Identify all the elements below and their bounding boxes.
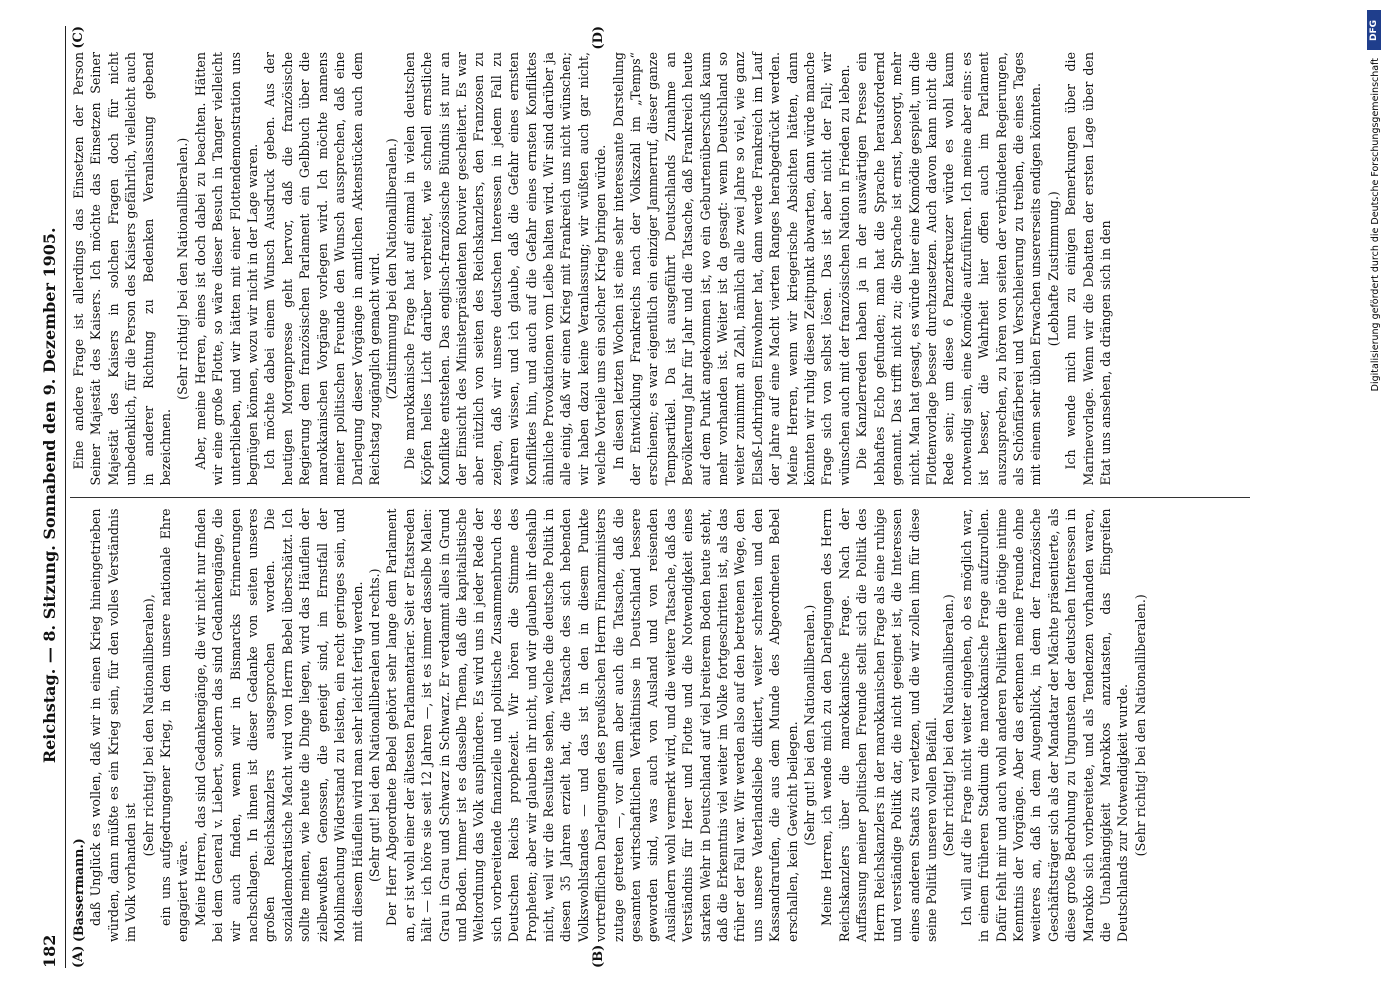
paragraph: (Sehr richtig! bei den Nationalliberalen.) <box>941 594 957 857</box>
page-header <box>40 26 66 968</box>
paragraph: Ich möchte dabei einem Wunsch Ausdruck geben. Aus der heutigen Morgenpresse geht hervor, daß die französische Regierung dem französischen Parlament ein Gelbbuch über die marokkanischen Vorgänge vorlegen wird. Ich möchte namens meiner politischen Freunde den Wunsch aussprechen, daß eine Darlegung dieser Vorgänge in amtlichen Aktenstücken auch dem Reichstag zugänglich gemacht wird. <box>262 52 382 486</box>
paragraph: Ich will auf die Frage nicht weiter eingehen, ob es möglich war, in einem früheren Stadium die marokkanische Frage aufzurollen. Dafür fehlt mir und auch wohl anderen Politikern die nötige intime Kenntnis der Vorgänge. Aber das erkennen meine Freunde ohne weiteres an, daß in dem Augenblick, in dem der französische Geschäftsträger sich als der Mandatar der Mächte präsentierte, als diese große Bedrohung zu Ungunsten der deutschen Interessen in Marokko sich vorbereitete, und als Tendenzen vorhanden waren, die Unabhängigkeit Marokkos anzutasten, das Eingreifen Deutschlands zur Notwendigkeit wurde. <box>958 508 1131 942</box>
margin-marker-c: (C) <box>71 26 86 49</box>
paragraph: (Zustimmung bei den Nationalliberalen.) <box>384 138 400 400</box>
paragraph: (Sehr richtig! bei den Nationalliberalen.) <box>175 137 191 400</box>
paragraph: Die marokkanische Frage hat auf einmal in vielen deutschen Köpfen helles Licht darüber verbreitet, wie schnell ernstliche Konflikte entstehen. Das englisch-französische Bündnis ist nur an der Einsicht des Ministerpräsidenten Rouvier gescheitert. Es war aber nützlich von seiten des Reichskanzlers, den Franzosen zu zeigen, daß wir unsere deutschen Interessen in jedem Fall zu wahren wissen, und ich glaube, daß die Gefahr eines ernsten Konfliktes hin, und auch auf die Gefahr eines ernsten Konfliktes ähnliche Provokationen vom Leibe halten wird. Wir sind darüber ja alle einig, daß wir einen Krieg mit Frankreich uns nicht wünschen; wir haben dazu keine Veranlassung; wir wüßten auch gar nicht, welche Vorteile uns ein solcher Krieg bringen würde. <box>401 52 609 486</box>
paragraph: Ich wende mich nun zu einigen Bemerkungen über die Marinevorlage. Wenn wir die Debatten der ersten Lage über den Etat uns ansehen, da drängen sich in den <box>1063 52 1113 486</box>
margin-marker-a: (A) <box>71 945 86 968</box>
left-column <box>70 498 1250 969</box>
margin-marker-d: (D) <box>591 26 606 50</box>
paragraph: Meine Herren, ich wende mich zu den Darlegungen des Herrn Reichskanzlers über die marokkanische Frage. Nach der Auffassung meiner politischen Freunde stellt sich die Politik des Herrn Reichskanzlers in der marokkanischen Frage als eine ruhige und verständige Politik dar, die nicht geeignet ist, die Interessen eines anderen Staats zu verletzen, und die wir zollen ihm für diese seine Politik unseren vollen Beifall. <box>819 508 939 942</box>
paragraph: Aber, meine Herren, eines ist doch dabei zu beachten. Hätten wir eine große Flotte, so wäre dieser Besuch in Tanger vielleicht unterblieben, und wir hätten mit einer Flottendemonstration uns begnügen können, wozu wir nicht in der Lage waren. <box>192 52 261 486</box>
paragraph: daß Unglück es wollen, daß wir in einen Krieg hineingetrieben würden, dann müßte es ein Krieg sein, für den volles Verständnis im Volk vorhanden ist <box>88 508 139 942</box>
paragraph: (Lebhafte Zustimmung.) <box>1045 191 1061 347</box>
margin-marker-b: (B) <box>591 944 606 968</box>
dfg-logo: DFG <box>1367 10 1381 50</box>
paragraph: (Sehr richtig! bei den Nationalliberalen.) <box>1132 594 1148 857</box>
paragraph: (Sehr gut! bei den Nationalliberalen.) <box>802 604 818 846</box>
paragraph: In diesen letzten Wochen ist eine sehr interessante Darstellung der Entwicklung Frankreichs nach der Volkszahl im „Temps“ erschienen; es war eigentlich ein einziger Jammerruf, dieser ganze Tempsartikel. Da ist ausgeführt Deutschlands Zunahme an Bevölkerung Jahr für Jahr und die Tatsache, daß Frankreich heute auf dem Punkt angekommen ist, wo ein Geburtenüberschuß kaum mehr vorhanden ist. Weiter ist da gesagt: wenn Deutschland so weiter zunimmt an Zahl, nämlich alle zwei Jahre so viel, wie ganz Elsaß-Lothringen Einwohner hat, dann werde Frankreich im Lauf der Jahre auf eine Macht vierten Ranges herabgedrückt werden. Meine Herren, wenn wir kriegerische Absichten hätten, dann könnten wir ruhig diesen Zeitpunkt abwarten, dann würde manche Frage sich von selbst lösen. Das ist aber nicht der Fall; wir wünschen auch mit der französischen Nation in Frieden zu leben. <box>610 52 852 486</box>
paragraph: ein uns aufgedrungener Krieg, in dem unsere nationale Ehre engagiert wäre. <box>158 508 191 942</box>
paragraph: Eine andere Frage ist allerdings das Einsetzen der Person Seiner Majestät des Kaisers. Ich möchte das Einsetzen Seiner Majestät des Kaisers in solchen Fragen doch für nicht unbedenklich, für die Person des Kaisers gefährlich, vielleicht auch in anderer Richtung zu Bedenken Veranlassung gebend bezeichnen. <box>71 52 174 486</box>
paragraph: Der Herr Abgeordnete Bebel gehört sehr lange dem Parlament an, er ist wohl einer der ältesten Parlamentarier. Seit er Etatsreden hält — ich höre sie seit 12 Jahren —, ist es immer dasselbe Malen: Grau in Grau und Schwarz in Schwarz. Er verdammt alles in Grund und Boden. Immer ist es dasselbe Thema, daß die kapitalistische Weltordnung das Volk ausplündere. Es wird uns in jeder Rede der sich vorbereitende finanzielle und politische Zusammenbruch des Deutschen Reichs prophezeit. Wir hören die Stimme des Propheten; aber wir glauben ihr nicht, und wir glauben ihr deshalb nicht, weil wir die Resultate sehen, welche die deutsche Politik in diesen 35 Jahren erzielt hat, die Tatsache des sich hebenden Volkswohlstandes — und das ist in den in diesem Punkte vortrefflichen Darlegungen des preußischen Herrn Finanzministers zutage getreten —, vor allem aber auch die Tatsache, daß die gesamten wirtschaftlichen Verhältnisse in Deutschland bessere geworden sind, was auch von Ausland und von reisenden Ausländern wohl vermerkt wird, und die weitere Tatsache, daß das Verständnis für Heer und Flotte und die Notwendigkeit eines starken Wehr in Deutschland auf viel breiterem Boden heute steht, daß die Erkenntnis viel weiter im Volke fortgeschritten ist, als das früher der Fall war. Wir werden also auf den betretenen Wege, den uns unsere Vaterlandsliebe diktiert, weiter schreiten und den Kassandrarufen, die aus dem Munde des Abgeordneten Bebel erschallen, kein Gewicht beilegen. <box>384 508 800 942</box>
paragraph: (Sehr gut! bei den Nationalliberalen und rechts.) <box>366 568 382 883</box>
right-column <box>70 26 1250 498</box>
page-number: 182 <box>40 934 59 968</box>
paragraph: Die Kanzlerreden haben ja in der auswärtigen Presse ein lebhaftes Echo gefunden; man hat die Sprache herausfordernd genannt. Das trifft nicht zu; die Sprache ist ernst, besorgt, mehr nicht. Man hat gesagt, es würde hier eine Komödie gespielt, um die Flottenvorlage besser durchzusetzen. Auch davon kann nicht die Rede sein; um diese 6 Panzerkreuzer würde es wohl kaum notwendig sein, eine Komödie aufzuführen. Ich meine aber eins: es ist besser, die Wahrheit hier offen auch im Parlament auszusprechen, zu hören von seiten der verbündeten Regierungen, als Schönfärberei und Verschleierung zu treiben, die eines Tages mit einem sehr üblen Erwachen unsererseits endigen könnten. <box>854 52 1044 486</box>
paragraph: Meine Herren, das sind Gedankengänge, die wir nicht nur finden bei dem General v. Liebert, sondern das sind Gedankengänge, die wir auch finden, wenn wir in Bismarcks Erinnerungen nachschlagen. In ihnen ist dieser Gedanke von seiten unseres großen Reichskanzlers ausgesprochen worden. Die sozialdemokratische Macht wird von Herrn Bebel überschätzt. Ich sollte meinen, wie heute die Dinge liegen, wird das Häuflein der zielbewußten Genossen, die geneigt sind, im Ernstfall der Mobilmachung Widerstand zu leisten, ein recht geringes sein, und mit diesem Häuflein wird man sehr leicht fertig werden. <box>192 508 365 942</box>
page-title: Reichstag. — 8. Sitzung. Sonnabend den 9. Dezember 1905. <box>40 227 59 764</box>
paragraph: (Sehr richtig! bei den Nationalliberalen), <box>140 594 156 857</box>
speaker-name: (Bassermann.) <box>71 838 86 942</box>
digitization-credit: Digitalisierung gefördert durch die Deutsche Forschungsgemeinschaft <box>1370 58 1381 392</box>
